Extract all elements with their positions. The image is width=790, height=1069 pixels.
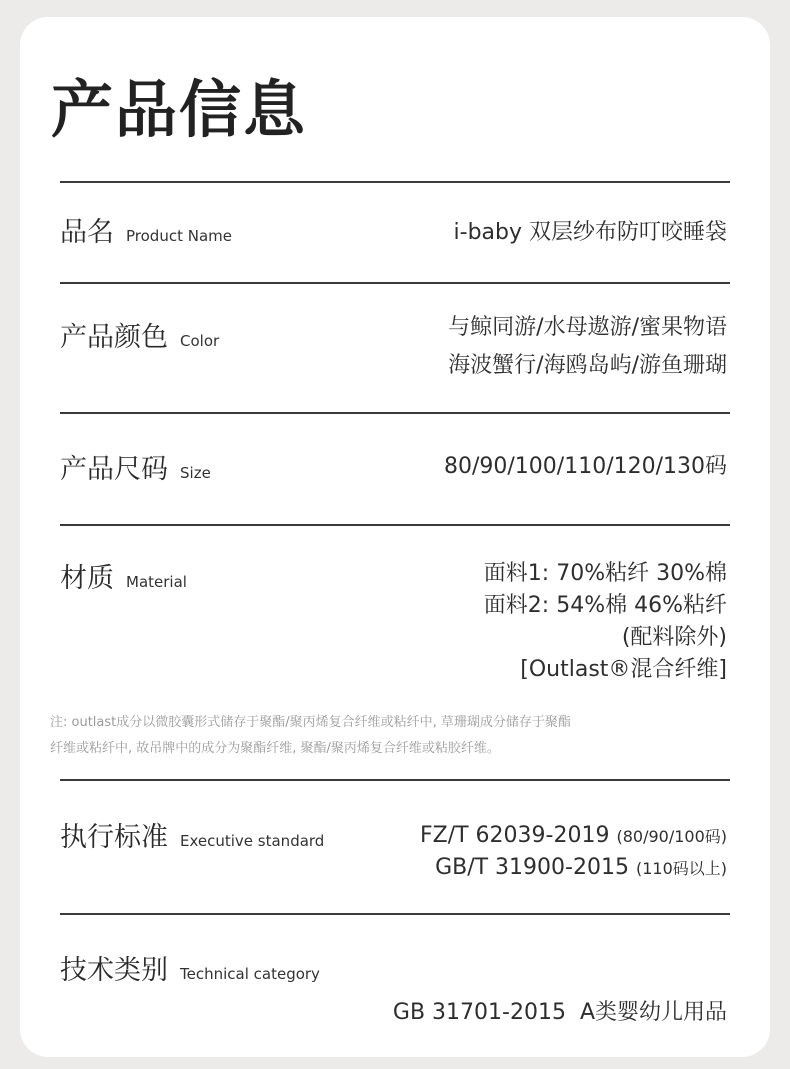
note-line-2: 纤维或粘纤中, 故吊牌中的成分为聚酯纤维, 聚酯/聚丙烯复合纤维或粘胶纤维。: [50, 741, 500, 756]
color-line-1: 与鲸同游/水母遨游/蜜果物语: [448, 315, 727, 340]
divider-5: [60, 913, 730, 915]
label-product-name-cn: 品名: [60, 217, 114, 248]
label-color-en: Color: [180, 332, 220, 350]
value-size: 80/90/100/110/120/130码: [443, 454, 727, 479]
divider-top: [60, 181, 730, 183]
value-color: [448, 317, 727, 377]
label-material-cn: 材质: [60, 563, 114, 594]
label-category: [60, 957, 320, 984]
value-material: [484, 563, 727, 681]
standard-line-2: GB/T 31900-2015 (110码以上): [435, 855, 727, 880]
standard-line-1: FZ/T 62039-2019 (80/90/100码): [419, 823, 727, 848]
composition-note: [50, 710, 750, 762]
material-line-4: [Outlast®混合纤维]: [520, 657, 727, 682]
label-size: [60, 456, 211, 483]
label-category-cn: 技术类别: [60, 955, 168, 986]
value-category: GB 31701-2015 A类婴幼儿用品: [392, 1000, 727, 1025]
material-line-2: 面料2: 54%棉 46%粘纤: [483, 593, 727, 618]
product-info-card: [20, 17, 770, 1057]
label-standard-en: Executive standard: [180, 832, 325, 850]
label-material: [60, 565, 187, 592]
label-size-cn: 产品尺码: [60, 454, 168, 485]
value-standard: [420, 825, 727, 879]
label-product-name-en: Product Name: [126, 227, 232, 245]
color-line-2: 海波蟹行/海鸥岛屿/游鱼珊瑚: [448, 353, 727, 378]
material-line-1: 面料1: 70%粘纤 30%棉: [483, 561, 727, 586]
label-category-en: Technical category: [180, 965, 320, 983]
divider-1: [60, 282, 730, 284]
label-product-name: [60, 219, 232, 246]
divider-4: [60, 779, 730, 781]
label-color-cn: 产品颜色: [60, 322, 168, 353]
page-title: 产品信息: [51, 73, 308, 146]
label-standard-cn: 执行标准: [60, 822, 168, 853]
note-line-1: 注: outlast成分以微胶囊形式储存于聚酯/聚丙烯复合纤维或粘纤中, 草珊瑚成分储存于聚酯: [50, 715, 571, 730]
material-line-3: (配料除外): [621, 625, 727, 650]
divider-3: [60, 524, 730, 526]
label-standard: [60, 824, 324, 851]
label-material-en: Material: [126, 573, 187, 591]
divider-2: [60, 412, 730, 414]
label-size-en: Size: [180, 464, 211, 482]
value-product-name: i-baby 双层纱布防叮咬睡袋: [453, 220, 727, 245]
label-color: [60, 324, 219, 351]
